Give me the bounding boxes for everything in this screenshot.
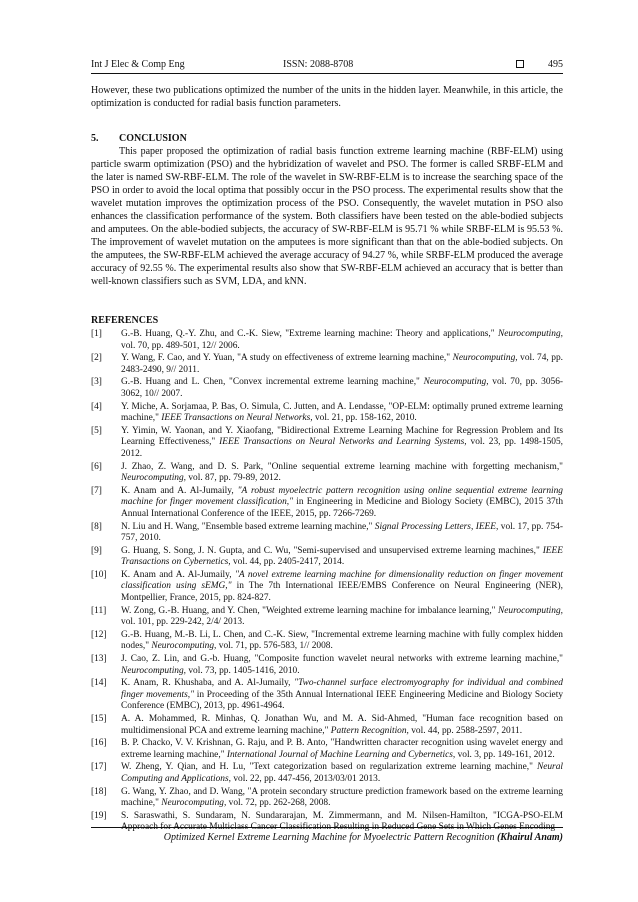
issn: ISSN: 2088-8708: [283, 59, 354, 70]
reference-details: vol. 72, pp. 262-268, 2008.: [226, 798, 331, 809]
reference-details: vol. 73, pp. 1405-1416, 2010.: [186, 665, 300, 676]
reference-item: [91, 678, 563, 713]
reference-details: vol. 101, pp. 229-242, 2/4/ 2013.: [121, 617, 245, 628]
reference-item: [91, 546, 563, 569]
reference-number: [17]: [91, 762, 107, 773]
reference-item: [91, 462, 563, 485]
reference-details: vol. 44, pp. 2405-2417, 2014.: [230, 557, 345, 568]
reference-details: vol. 70, pp. 489-501, 12// 2006.: [121, 340, 240, 351]
reference-details: in The 7th International IEEE/EMBS Conference on Neural Engineering (NER), Montpellier, France, 2015, pp. 824-827.: [121, 581, 563, 604]
reference-authors-title: G.-B. Huang, M.-B. Li, L. Chen, and C.-K. Siew, "Incremental extreme learning machine with fully complex hidden nodes,": [121, 629, 563, 652]
section-heading: [91, 132, 563, 145]
reference-details: vol. 44, pp. 2588-2597, 2011.: [408, 725, 523, 736]
reference-item: [91, 606, 563, 629]
reference-source: Neurocomputing,: [497, 329, 563, 339]
reference-details: in Proceeding of the 35th Annual International IEEE Engineering Medicine and Biology Society Conference (EMBC), 2013, pp. 4961-4964.: [121, 689, 564, 712]
reference-number: [11]: [91, 605, 107, 616]
reference-number: [19]: [91, 810, 107, 821]
reference-authors-title: W. Zong, G.-B. Huang, and Y. Chen, "Weighted extreme learning machine for imbalance learning,": [121, 605, 498, 616]
reference-source: IEEE Transactions on Cybernetics,: [121, 545, 563, 568]
reference-number: [10]: [91, 569, 107, 580]
reference-authors-title: A. A. Mohammed, R. Minhas, Q. Jonathan Wu, and M. A. Sid-Ahmed, "Human face recognition based on multidimensional PCA and extreme learning machine,": [121, 714, 563, 736]
footer-title: Optimized Kernel Extreme Learning Machine for Myoelectric Pattern Recognition: [163, 832, 497, 843]
page-content: [91, 84, 563, 835]
reference-authors-title: G.-B. Huang, Q.-Y. Zhu, and C.-K. Siew, "Extreme learning machine: Theory and applications,": [121, 329, 498, 339]
reference-details: vol. 70, pp. 3056-3062, 10// 2007.: [121, 377, 563, 399]
reference-item: [91, 630, 563, 653]
reference-item: [91, 426, 563, 461]
reference-authors-title: Y. Wang, F. Cao, and Y. Yuan, "A study on effectiveness of extreme learning machine,": [121, 353, 453, 364]
reference-source: International Journal of Machine Learning and Cybernetics,: [226, 749, 456, 760]
running-footer: [91, 831, 563, 844]
reference-details: vol. 87, pp. 79-89, 2012.: [186, 473, 281, 484]
reference-number: [8]: [91, 521, 102, 532]
reference-source: "A robust myoelectric pattern recognition using online sequential extreme learning machine for finger movement classification,": [121, 485, 563, 508]
reference-number: [7]: [91, 485, 102, 496]
reference-details: vol. 22, pp. 447-456, 2013/03/01 2013.: [231, 773, 381, 784]
square-icon: [516, 60, 524, 68]
reference-source: Neurocomputing,: [121, 665, 187, 676]
reference-number: [4]: [91, 401, 102, 412]
reference-authors-title: N. Liu and H. Wang, "Ensemble based extreme learning machine,": [121, 521, 375, 532]
reference-source: Pattern Recognition,: [330, 725, 409, 736]
reference-authors-title: K. Anam and A. Al-Jumaily,: [121, 485, 238, 496]
reference-source: Neurocomputing,: [423, 377, 489, 388]
header-rule: [91, 73, 563, 74]
reference-item: [91, 714, 563, 737]
reference-item: [91, 738, 563, 761]
reference-item: [91, 787, 563, 810]
conclusion-paragraph: This paper proposed the optimization of radial basis function extreme learning machine (RBF-ELM) using particle swarm optimization (PSO) and the hybridization of wavelet and PSO. The former is called SRBF-ELM and the later is named SW-RBF-ELM. The role of the wavelet in SW-RBF-ELM is to increase the searching space of the PSO in order to avoid the local optima that possibly occur in the PSO process. The experimental results show that the wavelet mutation improves the optimization process of the PSO. Consequently, the wavelet mutation in PSO also enhances the classification performance of the system. Both classifiers have been tested on the able-bodied subjects and amputees. On the able-bodied subjects, the accuracy of SW-RBF-ELM is 95.71 % while SRBF-ELM is 95.53 %. The improvement of wavelet mutation on the amputees is more significant than that on the able-bodied subjects. On the amputees, the SW-RBF-ELM achieved the average accuracy of 94.27 %, while SRBF-ELM produced the average accuracy of 92.55 %. The experimental results also show that SW-RBF-ELM achieved an accuracy that is better than well-known classifiers such as SVM, LDA, and kNN.: [91, 146, 563, 287]
running-header: [91, 58, 563, 74]
reference-source: "A novel extreme learning machine for dimensionality reduction on finger movement classification using sEMG,": [121, 569, 563, 592]
reference-number: [5]: [91, 425, 102, 436]
reference-number: [3]: [91, 377, 102, 388]
reference-source: "Two-channel surface electromyography for individual and combined finger movements,": [121, 678, 563, 700]
reference-number: [18]: [91, 786, 107, 797]
reference-number: [13]: [91, 654, 107, 665]
reference-authors-title: J. Cao, Z. Lin, and G.-b. Huang, "Composite function wavelet neural networks with extreme learning machine,": [121, 654, 563, 665]
reference-details: in Engineering in Medicine and Biology Society (EMBC), 2015 37th Annual International Conference of the IEEE, 2015, pp. 7266-7269.: [121, 497, 564, 519]
footer-rule: [91, 827, 563, 828]
reference-source: Neurocomputing,: [161, 798, 227, 809]
footer-author: (Khairul Anam): [496, 832, 563, 843]
reference-item: [91, 486, 563, 521]
reference-source: Neurocomputing,: [151, 641, 217, 652]
reference-number: [12]: [91, 629, 107, 640]
reference-authors-title: Y. Miche, A. Sorjamaa, P. Bas, O. Simula, C. Jutten, and A. Lendasse, "OP-ELM: optimally pruned extreme learning machine,": [121, 401, 563, 424]
reference-details: vol. 17, pp. 754-757, 2010.: [121, 521, 563, 544]
reference-authors-title: G.-B. Huang and L. Chen, "Convex incremental extreme learning machine,": [121, 377, 424, 388]
reference-item: [91, 353, 563, 376]
reference-item: [91, 570, 563, 605]
reference-number: [16]: [91, 738, 107, 749]
reference-source: IEEE Transactions on Neural Networks and Learning Systems,: [219, 437, 467, 448]
reference-source: IEEE Transactions on Neural Networks,: [161, 413, 313, 424]
reference-number: [1]: [91, 329, 102, 339]
section-title: CONCLUSION: [119, 133, 187, 144]
reference-number: [14]: [91, 678, 107, 689]
reference-item: [91, 329, 563, 352]
intro-paragraph: However, these two publications optimized the number of the units in the hidden layer. Meanwhile, in this article, the optimization is conducted for radial basis function parameters.: [91, 85, 563, 109]
reference-details: vol. 23, pp. 1498-1505, 2012.: [121, 437, 563, 459]
reference-item: [91, 377, 563, 400]
reference-details: vol. 3, pp. 149-161, 2012.: [455, 749, 555, 760]
reference-number: [15]: [91, 714, 107, 724]
reference-details: vol. 74, pp. 2483-2490, 9// 2011.: [121, 353, 563, 375]
reference-authors-title: W. Zheng, Y. Qian, and H. Lu, "Text categorization based on regularization extreme learning machine,": [121, 762, 537, 773]
reference-list: [91, 329, 563, 834]
reference-authors-title: G. Huang, S. Song, J. N. Gupta, and C. Wu, "Semi-supervised and unsupervised extreme learning machines,": [121, 545, 543, 556]
reference-authors-title: K. Anam, R. Khushaba, and A. Al-Jumaily,: [121, 678, 295, 689]
references-heading: REFERENCES: [91, 315, 159, 326]
reference-source: Neurocomputing,: [121, 473, 187, 484]
reference-authors-title: J. Zhao, Z. Wang, and D. S. Park, "Online sequential extreme learning machine with forgetting mechanism,": [121, 461, 563, 472]
reference-authors-title: K. Anam and A. Al-Jumaily,: [121, 569, 235, 580]
reference-authors-title: G. Wang, Y. Zhao, and D. Wang, "A protein secondary structure prediction framework based on the extreme learning machine,": [121, 786, 563, 809]
reference-item: [91, 522, 563, 545]
reference-source: Neural Computing and Applications,: [121, 762, 563, 784]
reference-number: [6]: [91, 461, 102, 472]
journal-name: Int J Elec & Comp Eng: [91, 59, 185, 70]
reference-item: [91, 402, 563, 425]
page-number: 495: [548, 59, 563, 70]
reference-item: [91, 762, 563, 785]
reference-source: Signal Processing Letters, IEEE,: [374, 521, 499, 532]
reference-source: Neurocomputing,: [497, 605, 563, 616]
reference-number: [9]: [91, 545, 102, 556]
reference-number: [2]: [91, 353, 102, 364]
section-number: 5.: [91, 133, 99, 144]
reference-authors-title: S. Saraswathi, S. Sundaram, N. Sundararajan, M. Zimmermann, and M. Nilsen-Hamilton, "ICGA-PSO-ELM Approach for Accurate Multiclass Cancer Classification Resulting in Reduced Gene Sets in Which Genes Encoding: [121, 810, 563, 833]
reference-authors-title: Y. Yimin, W. Yaonan, and Y. Xiaofang, "Bidirectional Extreme Learning Machine for Regression Problem and Its Learning Effectiveness,": [121, 425, 563, 448]
reference-authors-title: B. P. Chacko, V. V. Krishnan, G. Raju, and P. B. Anto, "Handwritten character recognition using wavelet energy and extreme learning machine,": [121, 738, 563, 760]
reference-details: vol. 71, pp. 576-583, 1// 2008.: [216, 641, 333, 652]
reference-item: [91, 654, 563, 677]
reference-source: Neurocomputing,: [452, 353, 518, 364]
reference-details: vol. 21, pp. 158-162, 2010.: [312, 413, 417, 424]
